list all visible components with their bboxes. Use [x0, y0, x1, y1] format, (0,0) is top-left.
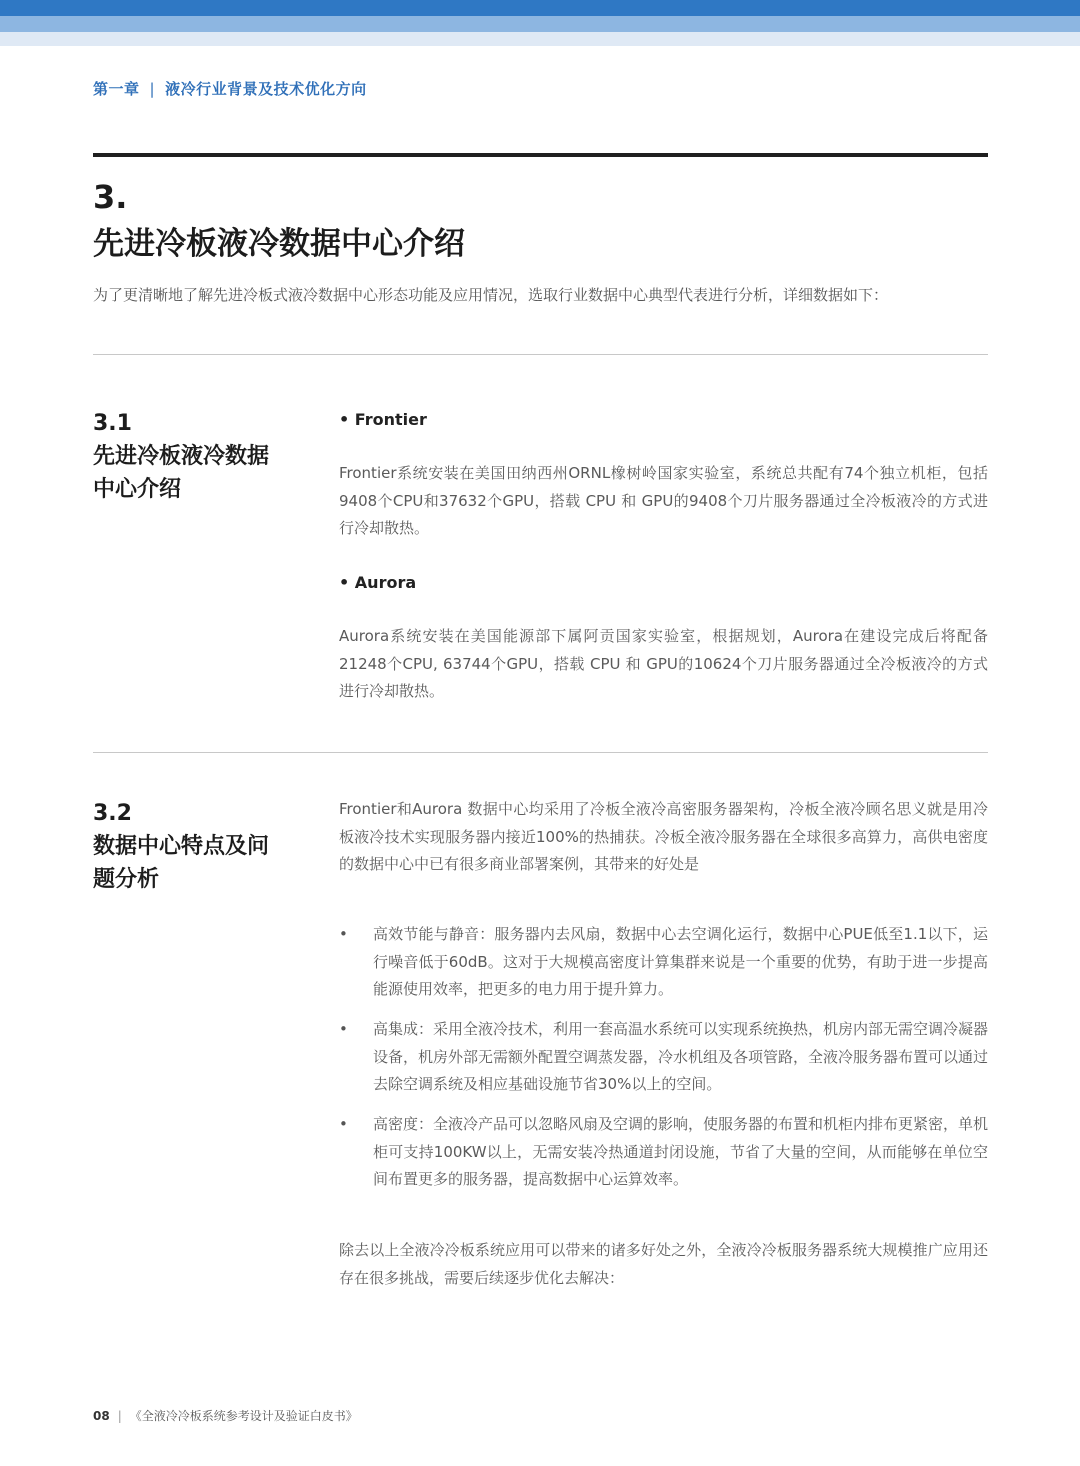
list-item-text: 高效节能与静音：服务器内去风扇，数据中心去空调化运行，数据中心PUE低至1.1以下，运行噪音低于60dB。这对于大规模高密度计算集群来说是一个重要的优势，有助于进一步提高能源使用效率，把更多的电力用于提升算力。	[373, 925, 988, 998]
divider-2	[93, 752, 988, 753]
frontier-paragraph: Frontier系统安装在美国田纳西州ORNL橡树岭国家实验室，系统总共配有74个独立机柜，包括9408个CPU和37632个GPU，搭载 CPU 和 GPU的9408个刀片服务器通过全冷板液冷的方式进行冷却散热。	[339, 464, 988, 537]
frontier-block	[339, 410, 988, 543]
chapter-title: 液冷行业背景及技术优化方向	[165, 80, 367, 98]
subsection-title-line1: 数据中心特点及问	[93, 834, 270, 859]
list-item	[339, 1016, 988, 1099]
header-band-medium	[0, 16, 1080, 32]
section-number: 3.	[93, 178, 128, 216]
subsection-title-line1: 先进冷板液冷数据	[93, 444, 270, 469]
subsection-3-2-intro: Frontier和Aurora 数据中心均采用了冷板全液冷高密服务器架构，冷板全液冷顾名思义就是用冷板液冷技术实现服务器内接近100%的热捕获。冷板全液冷服务器在全球很多高算力，高供电密度的数据中心中已有很多商业部署案例，其带来的好处是	[339, 800, 988, 873]
page-footer	[93, 1407, 358, 1424]
subsection-title-line2: 题分析	[93, 867, 160, 892]
subsection-3-2-heading	[93, 797, 293, 896]
bullet-dot: •	[339, 1020, 348, 1038]
closing-paragraph: 除去以上全液冷冷板系统应用可以带来的诸多好处之外，全液冷冷板服务器系统大规模推广应用还存在很多挑战，需要后续逐步优化去解决：	[339, 1241, 988, 1287]
section-title: 先进冷板液冷数据中心介绍	[93, 226, 465, 262]
bullet-dot: •	[339, 925, 348, 943]
chapter-label: 第一章	[93, 80, 140, 98]
subsection-3-1-heading	[93, 407, 293, 506]
aurora-block	[339, 573, 988, 706]
chapter-separator: |	[149, 80, 156, 98]
subsection-number: 3.2	[93, 801, 132, 826]
header-band-dark	[0, 0, 1080, 16]
chapter-header	[93, 78, 367, 99]
section-top-rule	[93, 153, 988, 157]
header-band-light	[0, 32, 1080, 46]
book-title: 《全液冷冷板系统参考设计及验证白皮书》	[129, 1409, 358, 1423]
bullet-dot: •	[339, 1115, 348, 1133]
aurora-paragraph: Aurora系统安装在美国能源部下属阿贡国家实验室，根据规划，Aurora在建设完成后将配备21248个CPU, 63744个GPU，搭载 CPU 和 GPU的10624个刀片服务器通过全冷板液冷的方式进行冷却散热。	[339, 627, 988, 700]
subsection-number: 3.1	[93, 411, 132, 436]
list-item-text: 高集成：采用全液冷技术，利用一套高温水系统可以实现系统换热，机房内部无需空调冷凝器设备，机房外部无需额外配置空调蒸发器，冷水机组及各项管路，全液冷服务器布置可以通过去除空调系统及相应基础设施节省30%以上的空间。	[373, 1020, 989, 1093]
list-item	[339, 921, 988, 1004]
subsection-title-line2: 中心介绍	[93, 477, 182, 502]
footer-separator: |	[117, 1409, 122, 1423]
section-intro: 为了更清晰地了解先进冷板式液冷数据中心形态功能及应用情况，选取行业数据中心典型代表进行分析，详细数据如下：	[93, 286, 889, 304]
list-item-text: 高密度：全液冷产品可以忽略风扇及空调的影响，使服务器的布置和机柜内排布更紧密，单机柜可支持100KW以上，无需安装冷热通道封闭设施，节省了大量的空间，从而能够在单位空间布置更多的服务器，提高数据中心运算效率。	[373, 1115, 989, 1188]
frontier-title: • Frontier	[339, 410, 427, 429]
list-item	[339, 1111, 988, 1194]
page-number: 08	[93, 1409, 110, 1423]
aurora-title: • Aurora	[339, 573, 417, 592]
divider-1	[93, 354, 988, 355]
